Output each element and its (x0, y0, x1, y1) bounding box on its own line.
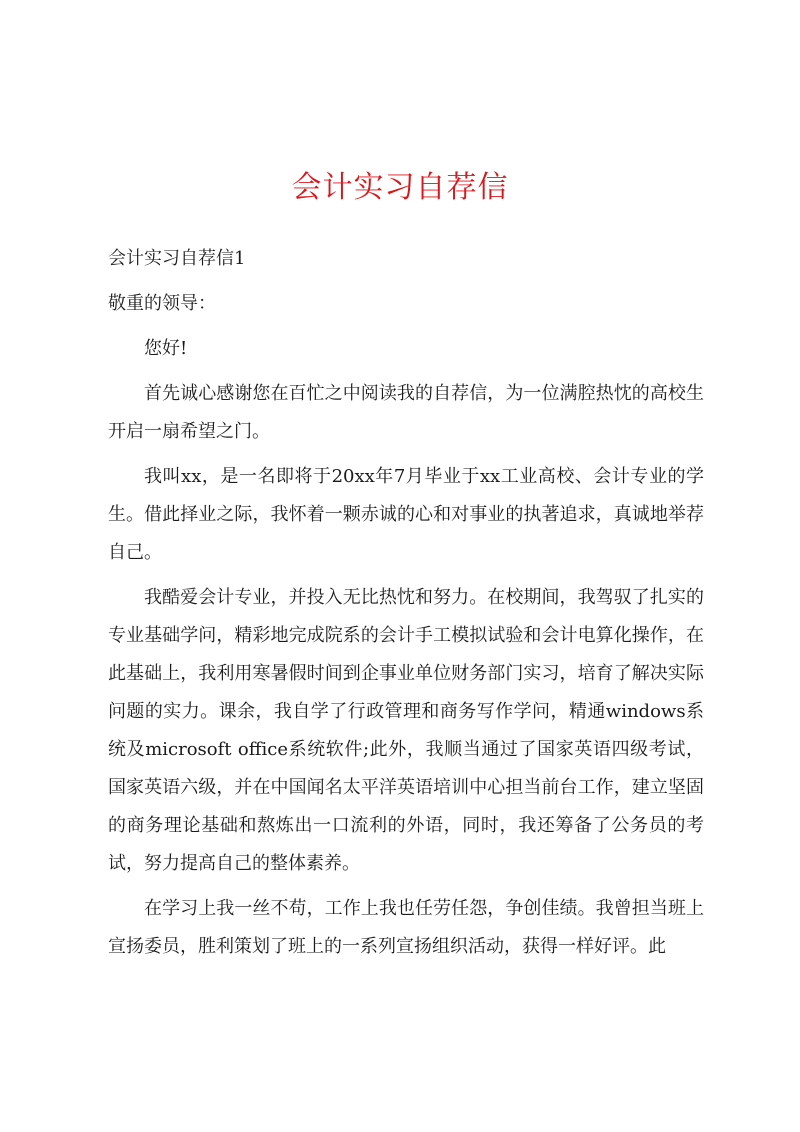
paragraph-3: 我酷爱会计专业，并投入无比热忱和努力。在校期间，我驾驭了扎实的专业基础学问，精彩地完成院系的会计手工模拟试验和会计电算化操作，在此基础上，我利用寒暑假时间到企事业单位财务部门实习，培育了解决实际问题的实力。课余，我自学了行政管理和商务写作学问，精通windows系统及microsoft office系统软件;此外，我顺当通过了国家英语四级考试，国家英语六级，并在中国闻名太平洋英语培训中心担当前台工作，建立坚固的商务理论基础和熬炼出一口流利的外语，同时，我还筹备了公务员的考试，努力提高自己的整体素养。 (108, 587, 704, 874)
greeting: 您好! (144, 338, 188, 359)
document-body (108, 240, 704, 973)
salutation: 敬重的领导： (108, 293, 216, 314)
paragraph-1: 首先诚心感谢您在百忙之中阅读我的自荐信，为一位满腔热忱的高校生开启一扇希望之门。 (108, 383, 704, 442)
subheading: 会计实习自荐信1 (108, 248, 246, 269)
document-title: 会计实习自荐信 (291, 170, 509, 205)
paragraph-4: 在学习上我一丝不苟，工作上我也任劳任怨，争创佳绩。我曾担当班上宣扬委员，胜利策划了班上的一系列宣扬组织活动，获得一样好评。此 (108, 898, 704, 957)
paragraph-2: 我叫xx，是一名即将于20xx年7月毕业于xx工业高校、会计专业的学生。借此择业之际，我怀着一颗赤诚的心和对事业的执著追求，真诚地举荐自己。 (108, 466, 704, 563)
